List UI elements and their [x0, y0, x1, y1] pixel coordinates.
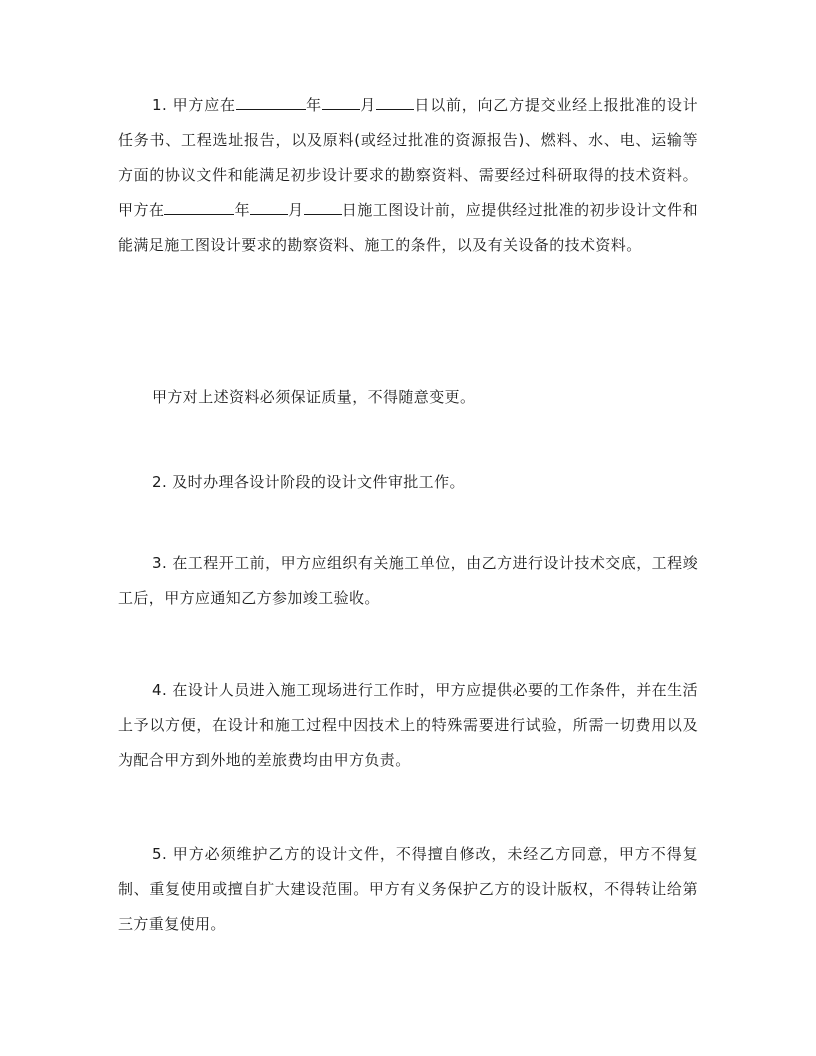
paragraph-quality-note: 甲方对上述资料必须保证质量，不得随意变更。	[152, 388, 476, 406]
clause-1-text-c: 月	[359, 96, 377, 114]
clause-1-text-e: 年	[234, 201, 251, 219]
clause-1-text-d: 日以前，向乙方提交业经上报批准的设计任务书、工程选址报告，以及原料(或经过批准的资源报告)、燃料、水、电、运输等方面的协议文件和能满足初步设计要求的勘察资料、需要经过科研取得的技术资料。甲方在	[118, 96, 698, 219]
clause-1-text-f: 月	[288, 201, 304, 219]
blank-year-1	[236, 93, 306, 110]
blank-month-1	[322, 93, 360, 110]
paragraph-clause-4: 4. 在设计人员进入施工现场进行工作时，甲方应提供必要的工作条件，并在生活上予以方便，在设计和施工过程中因技术上的特殊需要进行试验，所需一切费用以及为配合甲方到外地的差旅费均由甲方负责。	[118, 681, 698, 769]
blank-month-2	[250, 198, 288, 215]
clause-1-text-b: 年	[305, 96, 322, 114]
paragraph-clause-2: 2. 及时办理各设计阶段的设计文件审批工作。	[152, 473, 465, 491]
clause-1-text-a: 1. 甲方应在	[152, 96, 236, 114]
blank-day-1	[376, 93, 414, 110]
clause-1-text-g: 日施工图设计前，应提供经过批准的初步设计文件和能满足施工图设计要求的勘察资料、施工的条件，以及有关设备的技术资料。	[118, 201, 699, 254]
blank-day-2	[304, 198, 342, 215]
paragraph-clause-5: 5. 甲方必须维护乙方的设计文件，不得擅自修改，未经乙方同意，甲方不得复制、重复使用或擅自扩大建设范围。甲方有义务保护乙方的设计版权，不得转让给第三方重复使用。	[118, 845, 698, 933]
paragraph-clause-1	[118, 88, 698, 263]
paragraph-clause-3: 3. 在工程开工前，甲方应组织有关施工单位，由乙方进行设计技术交底，工程竣工后，甲方应通知乙方参加竣工验收。	[118, 554, 698, 607]
blank-year-2	[164, 198, 234, 215]
